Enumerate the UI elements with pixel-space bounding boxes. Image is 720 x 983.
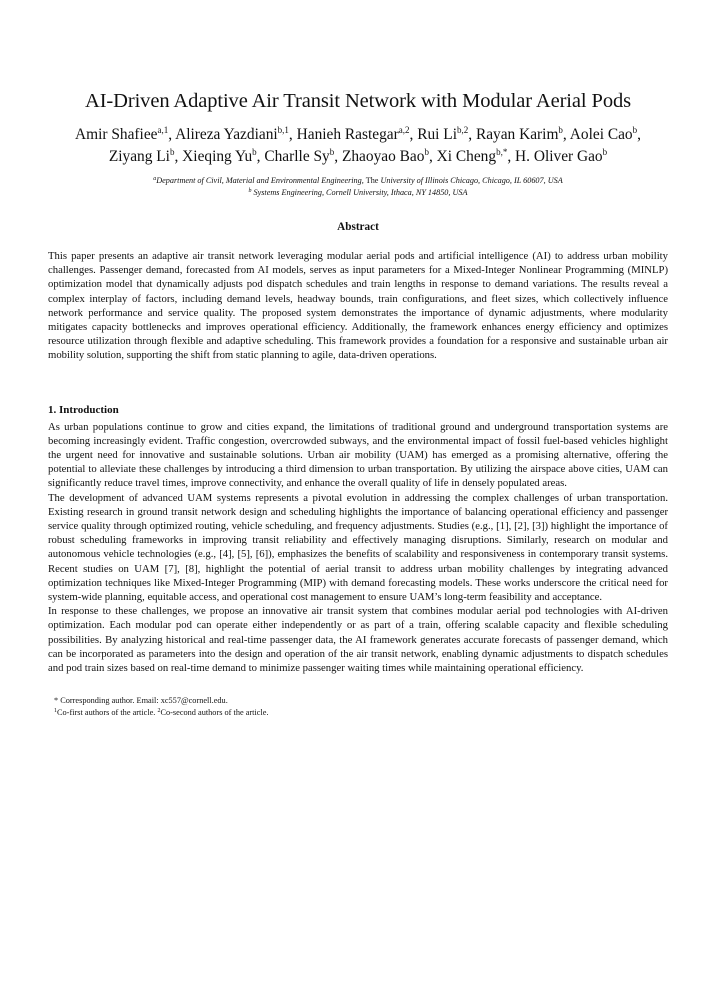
affiliation-a: $^a$Department of Civil, Material and Environmental Engineering, The University of Illinois Chicago, Chicago, IL 60607, USA: [153, 176, 563, 185]
author: H. Oliver Gao$^b$: [515, 146, 608, 165]
abstract-heading: Abstract: [337, 221, 379, 233]
intro-paragraph-3: In response to these challenges, we propose an innovative air transit system that combines modular aerial pod technologies with AI-driven optimization. Each modular pod can operate either independently or as part of a train, offering scalable capacity and flexible scheduling possibilities. By analyzing historical and real-time passenger data, the AI framework generates accurate forecasts of passenger demand, which can be incorporated as parameters into the design and operation of the air transit network, enabling dynamic adjustments to dispatch schedules and pod train sizes based on real-time demand to minimize passenger waiting times while maintaining operational efficiency.: [48, 605, 668, 675]
author: Xieqing Yu$^b$,: [182, 146, 265, 165]
affiliation-b: $^b$ Systems Engineering, Cornell University, Ithaca, NY 14850, USA: [248, 187, 468, 197]
intro-paragraph-1: As urban populations continue to grow and cities expand, the limitations of traditional ground and underground transportation systems are becoming increasingly evident. Traffic congestion, overcrowded subways, and the environmental impact of fossil fuel-based vehicles highlight the urgent need for innovative and sustainable solutions. Urban air mobility (UAM) has emerged as a promising alternative, offering the potential to alleviate these challenges by introducing a third dimension to urban transportation. By utilizing the airspace above cities, UAM can significantly reduce travel times, improve connectivity, and enhance the overall quality of life in densely populated areas.: [48, 420, 668, 490]
footnote-corresponding-author: * Corresponding author. Email: xc557@cornell.edu.: [54, 696, 228, 706]
author: Alireza Yazdiani$^{b,1}$,: [175, 125, 297, 143]
author: Xi Cheng$^{b,*}$,: [436, 146, 516, 165]
author: Rui Li$^{b,2}$,: [417, 125, 476, 143]
intro-paragraph-2: The development of advanced UAM systems represents a pivotal evolution in addressing the complex challenges of urban transportation. Existing research in ground transit network design and scheduling highlights the importance of balancing operational efficiency and passenger service quality through optimized routing, vehicle scheduling, and frequency adjustments. Studies (e.g., [1], [2], [3]) highlight the importance of robust scheduling frameworks in improving transit reliability and effectively managing disruptions. Similarly, research on modular and autonomous vehicle technologies (e.g., [4], [5], [6]), emphasizes the benefits of scalability and responsiveness in contemporary transit systems. Recent studies on UAM [7], [8], highlight the potential of aerial transit to address urban mobility challenges by integrating advanced optimization techniques like Mixed-Integer Programming (MIP) with demand forecasting models. These works underscore the critical need for system-wide planning, equitable access, and operational cost management to ensure UAM’s long-term feasibility and acceptance.: [48, 491, 668, 604]
paper-page: [48, 88, 668, 718]
affiliations: [48, 175, 668, 198]
author: Zhaoyao Bao$^b$,: [341, 146, 437, 165]
author: Charlle Sy$^b$,: [264, 146, 342, 165]
author: Aolei Cao$^b$,: [569, 125, 641, 143]
section-heading-introduction: 1. Introduction: [48, 403, 119, 416]
author: Hanieh Rastegar$^{a,2}$,: [296, 125, 418, 143]
footnotes: [54, 695, 668, 718]
author: Amir Shafiee$^{a,1}$,: [75, 125, 176, 143]
footnote-co-authors: $^1$Co-first authors of the article. $^2$Co-second authors of the article.: [54, 707, 269, 717]
abstract-text: This paper presents an adaptive air transit network leveraging modular aerial pods and artificial intelligence (AI) to address urban mobility challenges. Passenger demand, forecasted from AI models, serves as input parameters for a Mixed-Integer Nonlinear Programming (MINLP) optimization model that dynamically adjusts pod dispatch schedules and train lengths in response to demand variations. The results reveal a complex interplay of factors, including demand levels, headway bounds, train configurations, and fleet sizes, which collectively influence network performance and service quality. The proposed system demonstrates the importance of dynamic adjustments, where modularity mitigates capacity bottlenecks and improves operational efficiency. Additionally, the framework enhances energy efficiency and optimizes resource utilization through flexible and adaptive scheduling. This framework provides a foundation for a responsive and sustainable urban air mobility solution, supporting the shift from static planning to agile, data-driven operations.: [48, 250, 668, 362]
paper-title: AI-Driven Adaptive Air Transit Network with Modular Aerial Pods: [84, 90, 631, 112]
author: Rayan Karim$^b$,: [475, 125, 570, 143]
author: Ziyang Li$^b$,: [108, 146, 183, 165]
author-list: [48, 124, 668, 167]
